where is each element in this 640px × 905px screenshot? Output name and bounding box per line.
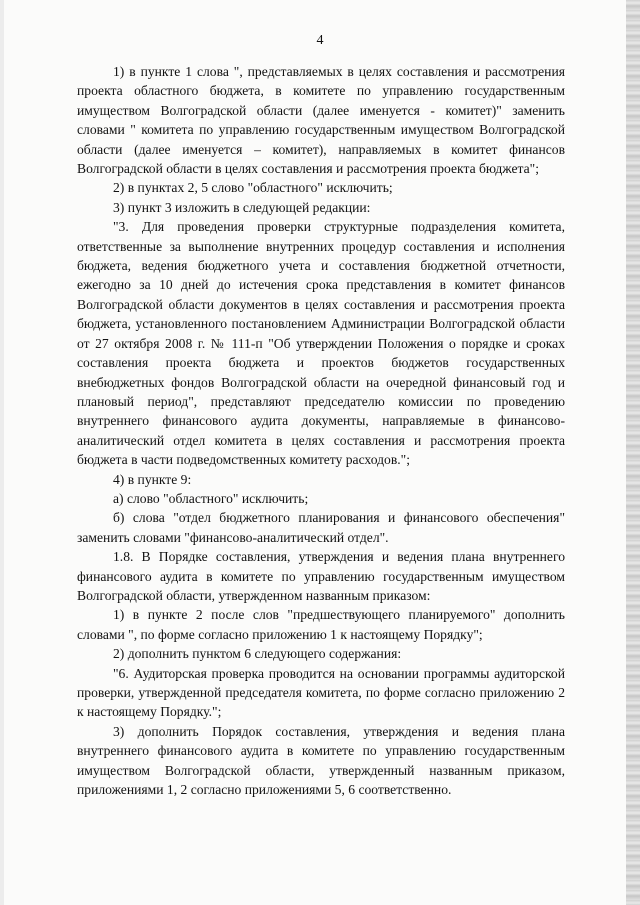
paragraph-subitem-a: а) слово "областного" исключить; [113,490,309,506]
paragraph-item-1-1: 1) в пункте 1 слова ", представляемых в целях составления и рассмотрения проекта областного бюджета, в комитете по управлению государственным имуществом Волгоградской области (далее именуется - комитет)" заменить словами " комитета по управлению государственным имуществом Волгоградской области (далее именуется – комитет), направляемых в комитет финансов Волгоградской области в целях составления и рассмотрения проекта бюджета"; [77,64,565,177]
paragraph-new-point-3: "3. Для проведения проверки структурные подразделения комитета, ответственные за выполнение внутренних процедур составления и исполнения бюджета, ведения бюджетного учета и составления бюджетной отчетности, ежегодно за 10 дней до истечения срока представления в комитет финансов Волгоградской области документов в целях составления и рассмотрения проекта бюджета, установленного постановлением Администрации Волгоградской области от 27 октября 2008 г. № 111-п "Об утверждении Положения о порядке и сроках составления проекта бюджета и проектов бюджетов государственных внебюджетных фондов Волгоградской области на очередной финансовый год и плановый период", представляют председателю комиссии по проведению внутреннего финансового аудита документы, направляемые в финансово-аналитический отдел комитета в целях составления и рассмотрения проекта бюджета в части подведомственных комитету расходов."; [77,219,565,468]
paragraph-item-1-2: 2) в пунктах 2, 5 слово "областного" исключить; [113,180,393,196]
paragraph-item-2-1: 1) в пункте 2 после слов "предшествующего планируемого" дополнить словами ", по форме согласно приложению 1 к настоящему Порядку"; [77,607,565,642]
scan-border-left [0,0,4,905]
page-number: 4 [316,33,324,48]
paragraph-section-1-8: 1.8. В Порядке составления, утверждения и ведения плана внутреннего финансового аудита в комитете по управлению государственным имуществом Волгоградской области, утвержденном названным приказом: [77,549,565,603]
paragraph-subitem-b: б) слова "отдел бюджетного планирования и финансового обеспечения" заменить словами "финансово-аналитический отдел". [77,510,565,545]
paragraph-item-1-3: 3) пункт 3 изложить в следующей редакции: [113,199,371,215]
paragraph-new-point-6: "6. Аудиторская проверка проводится на основании программы аудиторской проверки, утвержденной председателя комитета, по форме согласно приложению 2 к настоящему Порядку."; [77,665,565,720]
document-body [77,62,565,799]
paragraph-item-2-3: 3) дополнить Порядок составления, утверждения и ведения плана внутреннего финансового аудита в комитете по управлению государственным имуществом Волгоградской области, утвержденный названным приказом, приложениями 1, 2 согласно приложениями 5, 6 соответственно. [77,723,565,798]
paragraph-item-2-2: 2) дополнить пунктом 6 следующего содержания: [113,646,402,662]
paragraph-item-1-4: 4) в пункте 9: [113,471,192,487]
scan-border-right [626,0,640,905]
